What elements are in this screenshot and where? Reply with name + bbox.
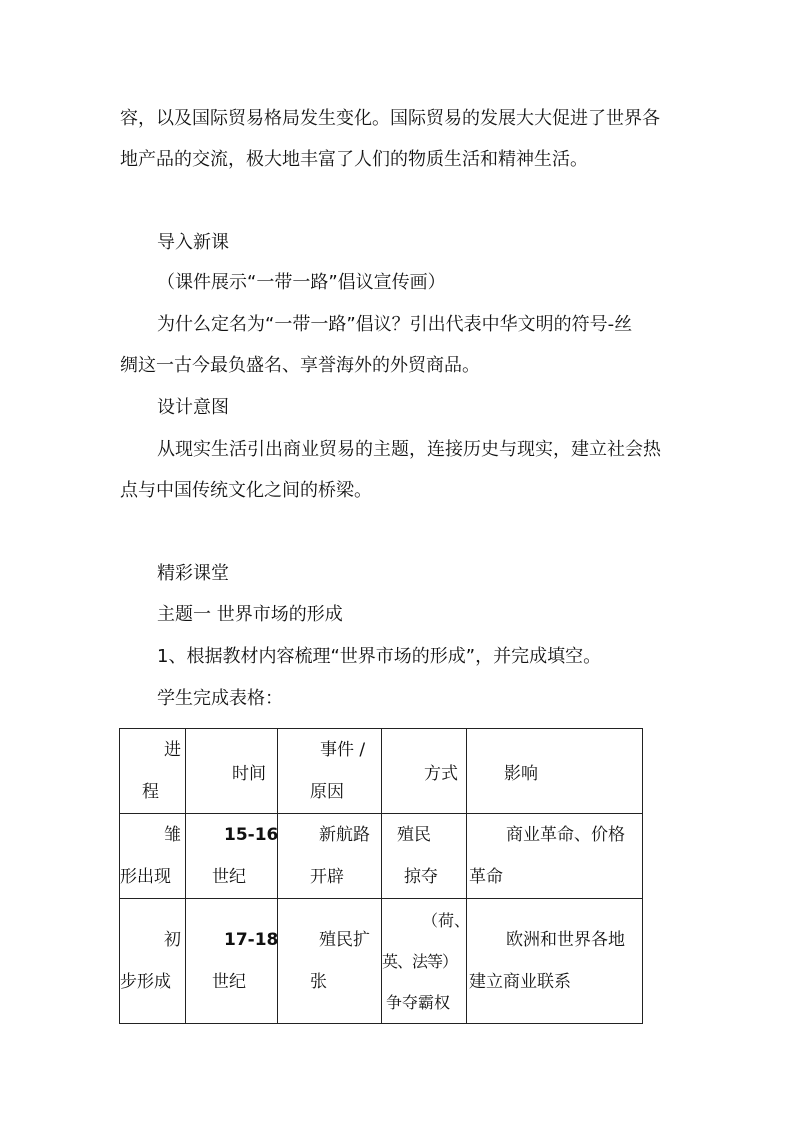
method-cell: （荷、 英、法等） 争夺霸权 bbox=[382, 899, 467, 1024]
paragraph-line: 容，以及国际贸易格局发生变化。国际贸易的发展大大促进了世界各 bbox=[120, 108, 660, 129]
process-cell: 初 步形成 bbox=[120, 899, 186, 1024]
header-process: 进 程 bbox=[120, 729, 186, 814]
paragraph-line: 从现实生活引出商业贸易的主题，连接历史与现实，建立社会热 bbox=[157, 439, 661, 460]
event-cell: 殖民扩 张 bbox=[278, 899, 382, 1024]
section-heading: 导入新课 bbox=[157, 232, 229, 253]
header-impact: 影响 bbox=[467, 729, 643, 814]
process-cell: 雏 形出现 bbox=[120, 814, 186, 899]
table-header-row bbox=[120, 729, 643, 814]
method-cell: 殖民 掠夺 bbox=[382, 814, 467, 899]
paragraph-line: （课件展示“一带一路”倡议宣传画） bbox=[157, 272, 446, 293]
table-row bbox=[120, 814, 643, 899]
task-instruction: 1、根据教材内容梳理“世界市场的形成”，并完成填空。 bbox=[157, 646, 602, 667]
paragraph-line: 地产品的交流，极大地丰富了人们的物质生活和精神生活。 bbox=[120, 149, 588, 170]
market-formation-table bbox=[119, 728, 643, 1024]
impact-cell: 欧洲和世界各地 建立商业联系 bbox=[467, 899, 643, 1024]
header-method: 方式 bbox=[382, 729, 467, 814]
section-heading: 设计意图 bbox=[157, 397, 229, 418]
time-cell: 17-18 世纪 bbox=[186, 899, 278, 1024]
topic-heading: 主题一 世界市场的形成 bbox=[157, 604, 343, 625]
paragraph-line: 绸这一古今最负盛名、享誉海外的外贸商品。 bbox=[120, 355, 480, 376]
time-cell: 15-16 世纪 bbox=[186, 814, 278, 899]
table-row bbox=[120, 899, 643, 1024]
section-heading: 精彩课堂 bbox=[157, 563, 229, 584]
header-time: 时间 bbox=[186, 729, 278, 814]
paragraph-line: 点与中国传统文化之间的桥梁。 bbox=[120, 480, 372, 501]
event-cell: 新航路 开辟 bbox=[278, 814, 382, 899]
paragraph-line: 为什么定名为“一带一路”倡议？引出代表中华文明的符号-丝 bbox=[157, 314, 633, 335]
impact-cell: 商业革命、价格 革命 bbox=[467, 814, 643, 899]
header-event: 事件 / 原因 bbox=[278, 729, 382, 814]
paragraph-line: 学生完成表格： bbox=[157, 688, 283, 709]
